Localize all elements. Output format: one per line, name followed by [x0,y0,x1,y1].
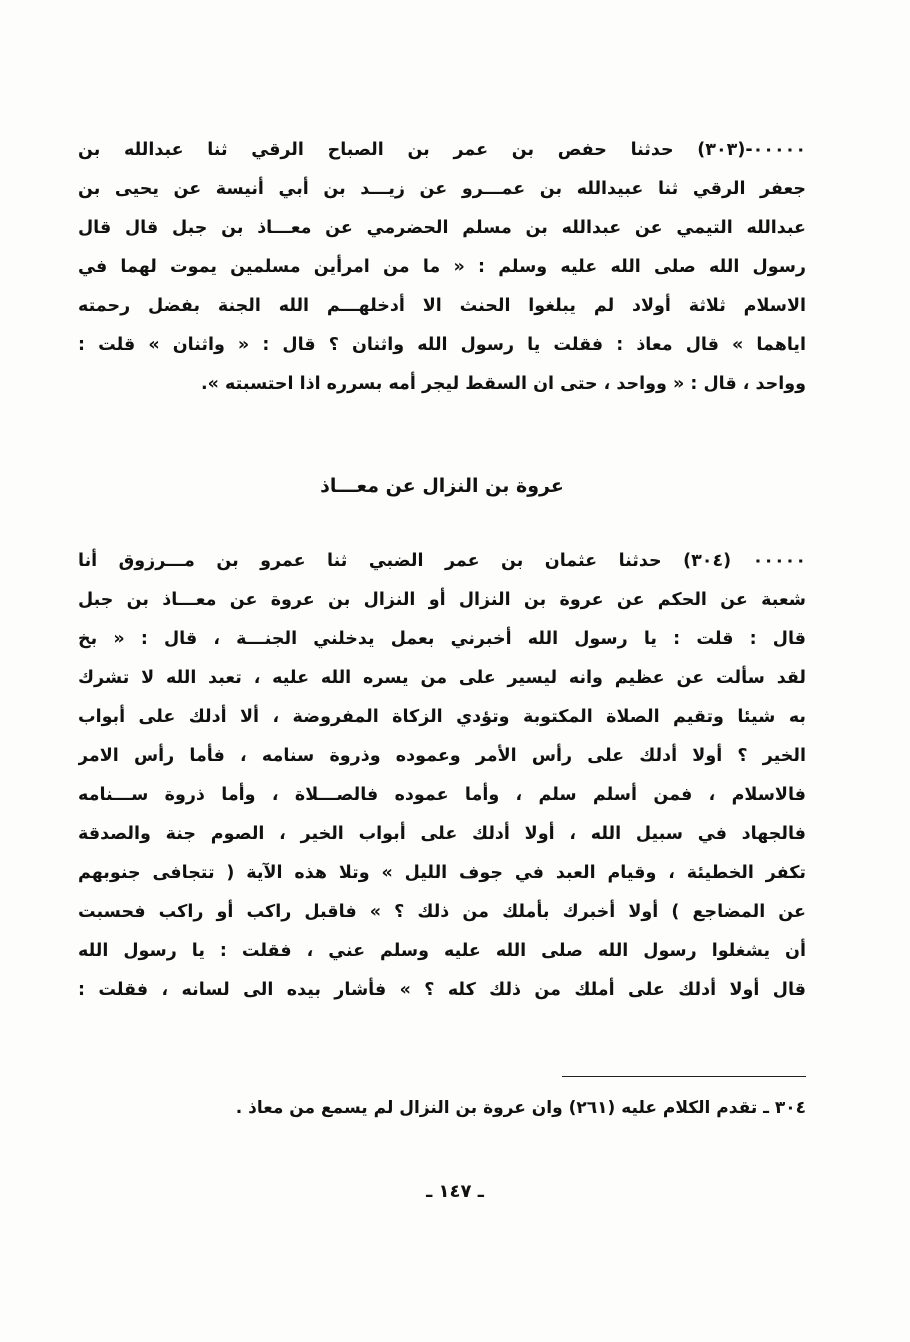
footnote-divider [562,1076,806,1077]
text-line: قال : قلت : يا رسول الله أخبرني بعمل يدخلني الجنـــة ، قال : « بخ [78,629,806,649]
text-line: عن المضاجع ) أولا أخبرك بأملك من ذلك ؟ » فاقبل راكب أو راكب فحسبت [78,902,806,922]
footnote: ٣٠٤ ـ تقدم الكلام عليه (٢٦١) وان عروة بن النزال لم يسمع من معاذ . [235,1098,806,1118]
text-line: عبدالله التيمي عن عبدالله بن مسلم الحضرمي عن معـــاذ بن جبل قال قال [78,218,806,238]
text-line: اياهما » قال معاذ : فقلت يا رسول الله واثنان ؟ قال : « واثنان » قلت : [78,335,806,355]
text-line: لقد سألت عن عظيم وانه ليسير على من يسره الله عليه ، تعبد الله لا تشرك [78,668,806,688]
text-line: جعفر الرقي ثنا عبيدالله بن عمـــرو عن زيـــد بن أبي أنيسة عن يحيى بن [78,179,806,199]
hadith-304-paragraph [78,542,806,1010]
text-line: أن يشغلوا رسول الله صلى الله عليه وسلم عني ، فقلت : يا رسول الله [78,941,806,961]
section-heading: عروة بن النزال عن معـــاذ [320,475,564,497]
text-line: الاسلام ثلاثة أولاد لم يبلغوا الحنث الا أدخلهـــم الله الجنة بفضل رحمته [78,296,806,316]
text-line: فالاسلام ، فمن أسلم سلم ، وأما عموده فالصـــلاة ، وأما ذروة ســـنامه [78,785,806,805]
hadith-303-paragraph [78,131,806,404]
text-line: وواحد ، قال : « وواحد ، حتى ان السقط ليجر أمه بسرره اذا احتسبته ». [201,374,806,394]
text-line: فالجهاد في سبيل الله ، أولا أدلك على أبواب الخير ، الصوم جنة والصدقة [78,824,806,844]
text-line: ٠٠٠٠٠ (٣٠٤) حدثنا عثمان بن عمر الضبي ثنا عمرو بن مـــرزوق أنا [78,551,806,571]
page-number: ـ ١٤٧ ـ [426,1181,484,1202]
text-line: شعبة عن الحكم عن عروة بن النزال أو النزال بن عروة عن معـــاذ بن جبل [78,590,806,610]
text-line: تكفر الخطيئة ، وقيام العبد في جوف الليل » وتلا هذه الآية ( تتجافى جنوبهم [78,863,806,883]
text-line: رسول الله صلى الله عليه وسلم : « ما من امرأين مسلمين يموت لهما في [78,257,806,277]
text-line: به شيئا وتقيم الصلاة المكتوبة وتؤدي الزكاة المفروضة ، ألا أدلك على أبواب [78,707,806,727]
text-line: قال أولا أدلك على أملك من ذلك كله ؟ » فأشار بيده الى لسانه ، فقلت : [78,980,806,1000]
text-line: ٠٠٠٠٠-(٣٠٣) حدثنا حفص بن عمر بن الصباح الرقي ثنا عبدالله بن [78,140,806,160]
text-line: الخير ؟ أولا أدلك على رأس الأمر وعموده وذروة سنامه ، فأما رأس الامر [78,746,806,766]
